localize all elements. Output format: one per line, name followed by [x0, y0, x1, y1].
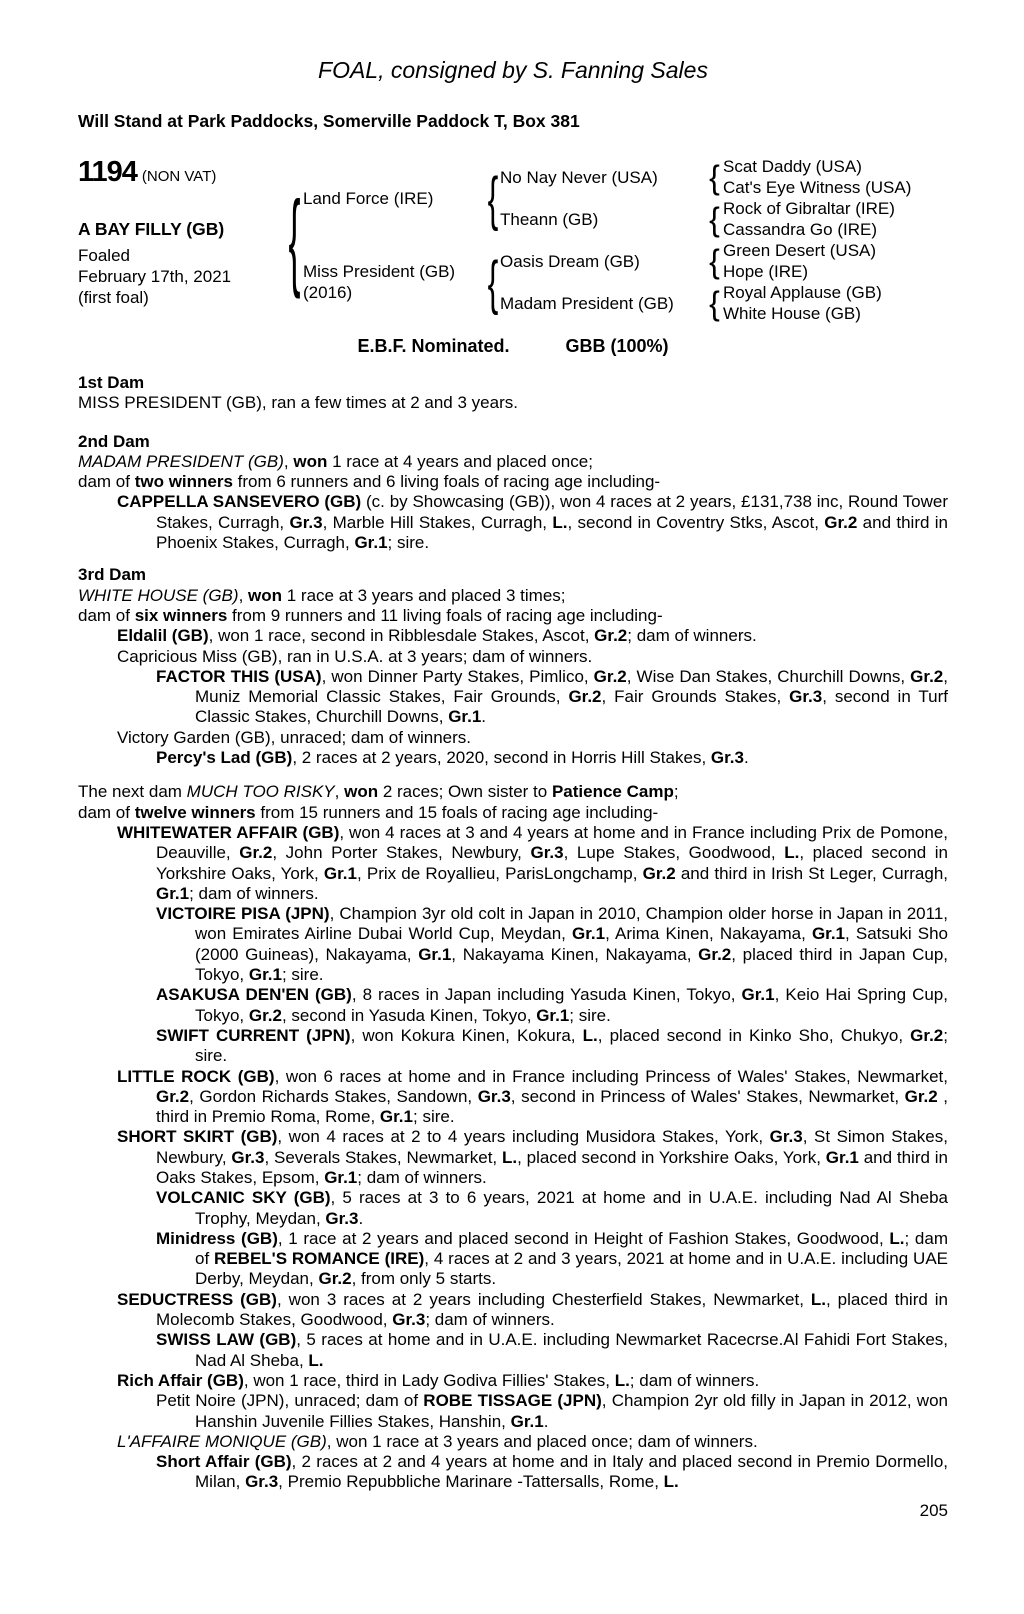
sire-name: Land Force (IRE): [303, 188, 434, 208]
stand-location-line: Will Stand at Park Paddocks, Somerville Paddock T, Box 381: [78, 111, 580, 131]
sire-sire-branch: [500, 156, 911, 198]
progeny-entry: Petit Noire (JPN), unraced; dam of ROBE TISSAGE (JPN), Champion 2yr old filly in Japan in 2012, won Hanshin Juvenile Fillies Stakes, Hanshin, Gr.1.: [156, 1391, 948, 1431]
dam-description: WHITE HOUSE (GB), won 1 race at 3 years and placed 3 times;: [78, 585, 566, 605]
dam-sire-name: Oasis Dream (GB): [500, 251, 640, 271]
progeny-entry: VOLCANIC SKY (GB), 5 races at 3 to 6 years, 2021 at home and in U.A.E. including Nad Al Sheba Trophy, Meydan, Gr.3.: [156, 1188, 948, 1228]
dam-cell: [303, 261, 486, 303]
sire-branch: [303, 156, 911, 240]
horse-description: A BAY FILLY (GB): [78, 219, 225, 239]
sire-cell: [303, 188, 486, 209]
sire-sire-name: No Nay Never (USA): [500, 167, 658, 187]
ebf-nominated-label: E.B.F. Nominated.: [357, 336, 510, 356]
progeny-entry: Rich Affair (GB), won 1 race, third in Lady Godiva Fillies' Stakes, L.; dam of winners.: [117, 1370, 760, 1390]
dam-produce-summary: dam of two winners from 6 runners and 6 living foals of racing age including-: [78, 472, 661, 492]
dam-section-1: [78, 373, 948, 414]
lot-info: [78, 156, 286, 324]
pedigree-brace-gen3: {: [709, 284, 720, 322]
pedigree-brace-gen1: {: [288, 177, 301, 300]
lot-number-row: [78, 156, 286, 193]
pedigree-block: [78, 156, 948, 324]
nomination-line: [78, 336, 948, 357]
gen3-name: Cat's Eye Witness (USA): [723, 178, 912, 197]
dam-description: The next dam MUCH TOO RISKY, won 2 races; Own sister to Patience Camp;: [78, 782, 679, 802]
progeny-entry: Victory Garden (GB), unraced; dam of winners.: [117, 727, 472, 747]
gen3-name: Hope (IRE): [723, 262, 809, 281]
gbb-label: GBB (100%): [565, 336, 669, 356]
dam-description: MADAM PRESIDENT (GB), won 1 race at 4 years and placed once;: [78, 451, 593, 471]
sire-dam-branch: [500, 198, 911, 240]
dam-section-heading: 2nd Dam: [78, 431, 150, 451]
dam-produce-summary: dam of six winners from 9 runners and 11 living foals of racing age including-: [78, 605, 663, 625]
foaled-date: February 17th, 2021: [78, 267, 232, 286]
sire-dam-name: Theann (GB): [500, 209, 599, 229]
gen3-name: Royal Applause (GB): [723, 283, 882, 302]
dam-description: MISS PRESIDENT (GB), ran a few times at 2 and 3 years.: [78, 393, 518, 413]
dam-dam-branch: [500, 282, 882, 324]
dam-sire-branch: [500, 240, 882, 282]
gen3-name: Cassandra Go (IRE): [723, 220, 877, 239]
progeny-entry: Eldalil (GB), won 1 race, second in Ribblesdale Stakes, Ascot, Gr.2; dam of winners.: [117, 626, 757, 646]
dam-year: (2016): [303, 283, 353, 302]
pedigree-brace-gen3: {: [709, 200, 720, 238]
progeny-entry: LITTLE ROCK (GB), won 6 races at home and in France including Princess of Wales' Stakes, Newmarket, Gr.2, Gordon Richards Stakes, Sandown, Gr.3, second in Princess of Wales' Stakes, Newmarket, Gr.2 , third in Premio Roma, Rome, Gr.1; sire.: [117, 1066, 948, 1127]
progeny-entry: Percy's Lad (GB), 2 races at 2 years, 2020, second in Horris Hill Stakes, Gr.3.: [156, 748, 749, 768]
dam-dam-name: Madam President (GB): [500, 293, 674, 313]
progeny-entry: ASAKUSA DEN'EN (GB), 8 races in Japan including Yasuda Kinen, Tokyo, Gr.1, Keio Hai Spring Cup, Tokyo, Gr.2, second in Yasuda Kinen, Tokyo, Gr.1; sire.: [156, 985, 948, 1025]
progeny-entry: SEDUCTRESS (GB), won 3 races at 2 years including Chesterfield Stakes, Newmarket, L., placed third in Molecomb Stakes, Goodwood, Gr.3; dam of winners.: [117, 1289, 949, 1330]
dam-section-heading: 1st Dam: [78, 373, 145, 392]
catalogue-page: [78, 56, 948, 1521]
dam-section-2: [78, 432, 948, 554]
progeny-entry: FACTOR THIS (USA), won Dinner Party Stakes, Pimlico, Gr.2, Wise Dan Stakes, Churchill Downs, Gr.2, Muniz Memorial Classic Stakes, Fair Grounds, Gr.2, Fair Grounds Stakes, Gr.3, second in Turf Classic Stakes, Churchill Downs, Gr.1.: [156, 666, 948, 727]
pedigree-brace-gen2: {: [487, 164, 499, 232]
gen3-name: Green Desert (USA): [723, 241, 877, 260]
progeny-entry: SWISS LAW (GB), 5 races at home and in U.A.E. including Newmarket Racecrse.Al Fahidi Fort Stakes, Nad Al Sheba, L.: [156, 1330, 948, 1370]
progeny-entry: SHORT SKIRT (GB), won 4 races at 2 to 4 years including Musidora Stakes, York, Gr.3, St Simon Stakes, Newbury, Gr.3, Severals Stakes, Newmarket, L., placed second in Yorkshire Oaks, York, Gr.1 and third in Oaks Stakes, Epsom, Gr.1; dam of winners.: [117, 1127, 949, 1187]
next-dam-section: [78, 782, 948, 1492]
lot-number: 1194: [78, 156, 137, 188]
gen3-name: Scat Daddy (USA): [723, 157, 862, 176]
dam-section-heading: 3rd Dam: [78, 565, 147, 585]
progeny-entry: WHITEWATER AFFAIR (GB), won 4 races at 3 and 4 years at home and in France including Prix de Pomone, Deauville, Gr.2, John Porter Stakes, Newbury, Gr.3, Lupe Stakes, Goodwood, L., placed second in Yorkshire Oaks, York, Gr.1, Prix de Royallieu, ParisLongchamp, Gr.2 and third in Irish St Leger, Curragh, Gr.1; dam of winners.: [117, 822, 948, 903]
progeny-entry: L'AFFAIRE MONIQUE (GB), won 1 race at 3 years and placed once; dam of winners.: [117, 1431, 758, 1451]
progeny-entry: CAPPELLA SANSEVERO (GB) (c. by Showcasing (GB)), won 4 races at 2 years, £131,738 inc, Round Tower Stakes, Curragh, Gr.3, Marble Hill Stakes, Curragh, L., second in Coventry Stks, Ascot, Gr.2 and third in Phoenix Stakes, Curragh, Gr.1; sire.: [117, 492, 948, 553]
foal-note: (first foal): [78, 288, 149, 307]
progeny-entry: Minidress (GB), 1 race at 2 years and placed second in Height of Fashion Stakes, Goodwood, L.; dam of REBEL'S ROMANCE (IRE), 4 races at 2 and 3 years, 2021 at home and in U.A.E. including UAE Derby, Meydan, Gr.2, from only 5 starts.: [156, 1228, 948, 1289]
foaled-label: Foaled: [78, 246, 130, 265]
pedigree-brace-gen3: {: [709, 242, 720, 280]
pedigree-tree: [303, 156, 911, 324]
progeny-entry: Capricious Miss (GB), ran in U.S.A. at 3 years; dam of winners.: [117, 646, 593, 666]
pedigree-brace-gen3: {: [709, 158, 720, 196]
vat-status: (NON VAT): [141, 168, 217, 185]
dam-name: Miss President (GB): [303, 262, 456, 281]
page-title: FOAL, consigned by S. Fanning Sales: [318, 57, 708, 83]
dam-branch: [303, 240, 911, 324]
progeny-entry: SWIFT CURRENT (JPN), won Kokura Kinen, Kokura, L., placed second in Kinko Sho, Chukyo, Gr.2; sire.: [156, 1025, 948, 1066]
dam-section-3: [78, 565, 948, 768]
progeny-entry: Short Affair (GB), 2 races at 2 and 4 years at home and in Italy and placed second in Premio Dormello, Milan, Gr.3, Premio Repubbliche Marinare -Tattersalls, Rome, L.: [156, 1452, 949, 1492]
dam-produce-summary: dam of twelve winners from 15 runners and 15 foals of racing age including-: [78, 802, 659, 822]
page-number: 205: [919, 1500, 948, 1520]
pedigree-brace-gen2: {: [487, 248, 499, 316]
gen3-name: Rock of Gibraltar (IRE): [723, 199, 895, 218]
progeny-entry: VICTOIRE PISA (JPN), Champion 3yr old colt in Japan in 2010, Champion older horse in Japan in 2011, won Emirates Airline Dubai World Cup, Meydan, Gr.1, Arima Kinen, Nakayama, Gr.1, Satsuki Sho (2000 Guineas), Nakayama, Gr.1, Nakayama Kinen, Nakayama, Gr.2, placed third in Japan Cup, Tokyo, Gr.1; sire.: [156, 904, 948, 985]
gen3-name: White House (GB): [723, 304, 861, 323]
